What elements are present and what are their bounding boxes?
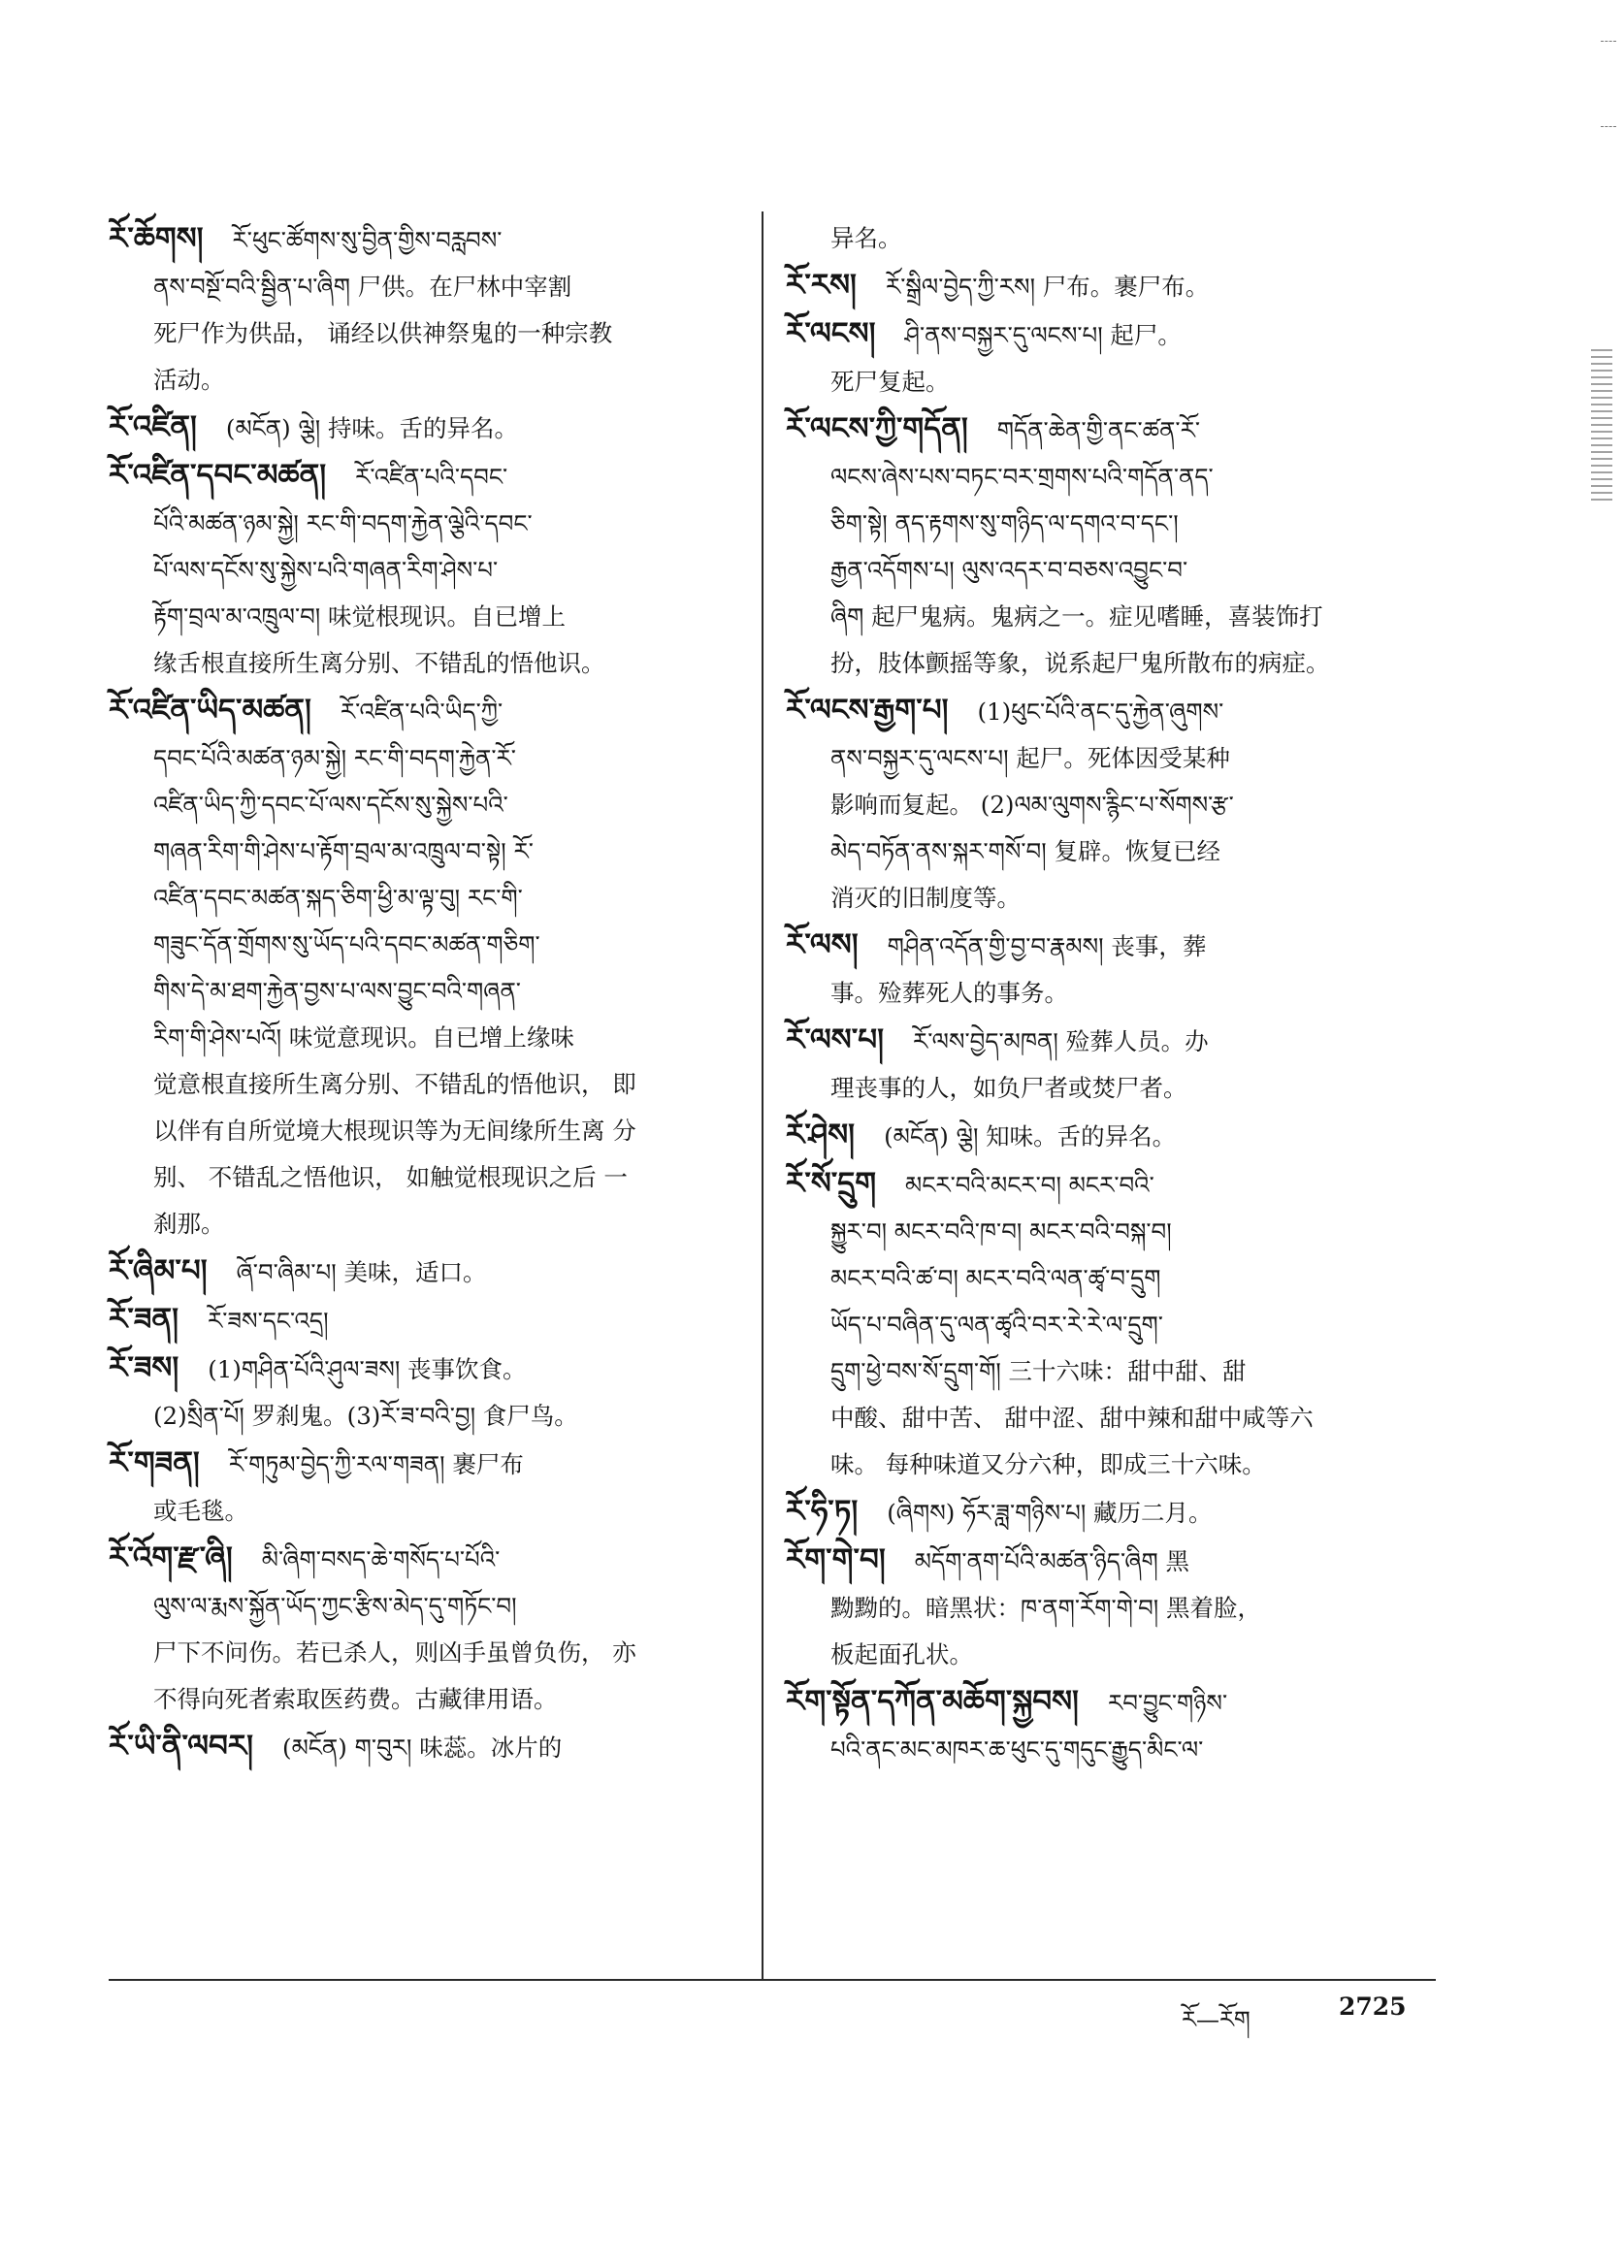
entry-headword: རོ་ཤེས། [786, 1118, 856, 1152]
entry-headword: རོ་འཛིན་ཡིད་མཚན། [109, 693, 311, 728]
entry-headword: རོ་ཞིམ་པ། [109, 1253, 208, 1288]
entry-headword: རོ་སོ་དྲུག [786, 1166, 877, 1201]
entry-definition-line: རོ་འཛིན་པའི་ཡིད་ཀྱི་ [340, 697, 503, 726]
entry-headword: རོག་གེ་བ། [786, 1542, 886, 1577]
entry-definition-line: པའི་ནང་མང་མཁར་ཆ་ཕུང་དུ་གདུང་རྒྱུད་མིང་ལ་ [830, 1735, 1204, 1764]
entry-headword: རོ་ཧི་ཏ། [786, 1494, 859, 1529]
entry-definition-line: 尸下不问伤。若已杀人，则凶手虽曾负伤， 亦 [153, 1638, 636, 1667]
dictionary-entry [786, 215, 1436, 262]
dictionary-entry [109, 404, 730, 452]
entry-definition-line: རོ་ཟས་དང་འདྲ། [207, 1307, 329, 1335]
right-column [786, 215, 1436, 1773]
entry-definition-line: 事。殓葬死人的事务。 [830, 979, 1068, 1007]
entry-definition-line: གདོན་ཆེན་གྱི་ནང་ཚན་རོ་ [996, 416, 1200, 444]
entry-definition-line: དྲུག་ཕྱེ་བས་སོ་དྲུག་གོ། 三十六味：甜中甜、甜 [830, 1357, 1247, 1385]
dictionary-entry [786, 687, 1436, 922]
entry-definition-line: (ཞིགས) ཧོར་ཟླ་གཉིས་པ། 藏历二月。 [887, 1499, 1213, 1527]
dictionary-entry [786, 1112, 1436, 1160]
entry-headword: རོ་ལས། [786, 927, 859, 962]
entry-headword: རོ་ཆོགས། [109, 221, 204, 256]
dictionary-entry [786, 1017, 1436, 1112]
margin-tick [1601, 41, 1616, 42]
margin-scan-marks [1591, 349, 1612, 504]
dictionary-entry [109, 1440, 730, 1535]
entry-definition-line: ཅིག་སྟེ། ནད་རྟགས་སུ་གཉིད་ལ་དགའ་བ་དང་། [830, 509, 1179, 537]
entry-definition-line: 消灭的旧制度等。 [830, 884, 1021, 912]
footer-rule [109, 1979, 1436, 1981]
dictionary-entry [786, 1488, 1436, 1537]
entry-definition-line: རོ་ལས་བྱེད་མཁན། 殓葬人员。办 [912, 1027, 1209, 1055]
entry-definition-line: གཟུང་དོན་གྲོགས་སུ་ཡོད་པའི་དབང་མཚན་གཅིག་ [153, 930, 540, 958]
entry-definition-line: རོ་གཏུམ་བྱེད་ཀྱི་ཪལ་གཟན། 裹尸布 [228, 1450, 524, 1478]
entry-definition-line: ཞོ་བ་ཞིམ་པ། 美味，适口。 [236, 1258, 487, 1286]
entry-headword: རོ་ཡི་ནི་ལབར། [109, 1729, 254, 1764]
entry-definition-line: 或毛毯。 [153, 1497, 248, 1525]
entry-definition-line: གིས་དེ་མ་ཐག་རྐྱེན་བྱས་པ་ལས་བྱུང་བའི་གཞན་ [153, 977, 521, 1005]
entry-headword: རོ་གཟན། [109, 1445, 200, 1480]
entry-definition-line: (མངོན) ག་བུར། 味蕊。冰片的 [282, 1733, 563, 1762]
dictionary-entry [786, 405, 1436, 687]
entry-headword: རོ་ལངས་ཀྱི་གདོན། [786, 411, 968, 446]
entry-headword: རོ་ལངས་རྒྱག་པ། [786, 693, 949, 728]
entry-headword: རོག་སྟོན་དཀོན་མཆོག་སྐྱབས། [786, 1684, 1079, 1719]
entry-definition-line: 不得向死者索取医药费。古藏律用语。 [153, 1685, 558, 1713]
entry-headword: རོ་ལངས། [786, 316, 876, 351]
dictionary-entry [109, 1345, 730, 1440]
entry-definition-line: ནས་བསྔོ་བའི་སྦྱིན་པ་ཞིག 尸供。在尸林中宰割 [153, 273, 572, 301]
entry-definition-line: 死尸作为供品， 诵经以供神祭鬼的一种宗教 [153, 319, 613, 347]
entry-definition-line: 理丧事的人，如负尸者或焚尸者。 [830, 1074, 1187, 1102]
entry-definition-line: རྒྱན་འདོགས་པ། ལུས་འདར་བ་བཅས་འབྱུང་བ་ [830, 556, 1188, 584]
entry-definition-line: རོ་འཛིན་པའི་དབང་ [355, 463, 508, 491]
page-number: 2725 [1339, 1993, 1407, 2021]
entry-definition-line: འཛིན་དབང་མཚན་སྐད་ཅིག་ཕྱི་མ་ལྟ་བུ། རང་གི་ [153, 884, 523, 912]
entry-definition-line: 影响而复起。 (2)ལམ་ལུགས་རྙིང་པ་སོགས་རྩ་ [830, 791, 1234, 819]
dictionary-entry [109, 1535, 730, 1723]
dictionary-entry [109, 1296, 730, 1345]
entry-definition-line: ཞིག 起尸鬼病。鬼病之一。症见嗜睡，喜装饰打 [830, 602, 1323, 631]
entry-definition-line: ཡོད་པ་བཞིན་དུ་ལན་ཚྭའི་བར་རེ་རེ་ལ་དྲུག་ [830, 1311, 1163, 1339]
column-divider [762, 211, 763, 1979]
entry-headword: རོ་འཛིན་དབང་མཚན། [109, 458, 327, 493]
margin-tick [1601, 126, 1616, 127]
dictionary-entry [786, 262, 1436, 310]
dictionary-entry [109, 687, 730, 1247]
dictionary-entry [786, 1678, 1436, 1773]
entry-headword: རོ་འོག་རྫ་ཞི། [109, 1540, 233, 1575]
entry-definition-line: འཛིན་ཡིད་ཀྱི་དབང་པོ་ལས་དངོས་སུ་སྐྱེས་པའི་ [153, 791, 508, 819]
entry-definition-line: 别、 不错乱之悟他识， 如触觉根现识之后 一 [153, 1163, 628, 1191]
entry-definition-line: 觉意根直接所生离分别、不错乱的悟他识， 即 [153, 1070, 636, 1098]
dictionary-entry [786, 310, 1436, 405]
entry-definition-line: རིག་གི་ཤེས་པའོ། 味觉意现识。自已增上缘味 [153, 1023, 574, 1052]
entry-headword: རོ་ཟས། [109, 1350, 179, 1385]
entry-definition-line: རོ་སྒྲིལ་བྱེད་ཀྱི་རས། 尸布。裹尸布。 [885, 273, 1210, 301]
entry-definition-line: 异名。 [830, 224, 902, 252]
entry-definition-line: གཞན་རིག་གི་ཤེས་པ་རྟོག་བྲལ་མ་འཁྲུལ་བ་སྟེ། རོ་ [153, 837, 534, 865]
dictionary-entry [786, 1160, 1436, 1488]
entry-definition-line: མདོག་ནག་པོའི་མཚན་ཉིད་ཞིག 黑 [914, 1547, 1190, 1575]
dictionary-entry [109, 1247, 730, 1296]
dictionary-entry [786, 1537, 1436, 1678]
entry-definition-line: ཤི་ནས་བསྐྱར་དུ་ལངས་པ། 起尸。 [904, 321, 1182, 349]
entry-definition-line: 缘舌根直接所生离分别、不错乱的悟他识。 [153, 649, 605, 677]
entry-definition-line: མངར་བའི་མངར་བ། མངར་བའི་ [905, 1171, 1154, 1199]
entry-definition-line: མེད་བཏོན་ནས་སྐར་གསོ་བ། 复辟。恢复已经 [830, 837, 1220, 865]
entry-definition-line: ལུས་ལ་རྨས་སྐྱོན་ཡོད་ཀྱང་རྩིས་མེད་དུ་གཏོང་བ། [153, 1592, 517, 1620]
dictionary-entry [786, 922, 1436, 1017]
footer-headword-range: རོ—རོག [1182, 2006, 1250, 2033]
entry-definition-line: 中酸、甜中苦、 甜中涩、甜中辣和甜中咸等六 [830, 1404, 1314, 1432]
entry-definition-line: སྐྱུར་བ། མངར་བའི་ཁ་བ། མངར་བའི་བསྐ་བ། [830, 1217, 1172, 1246]
entry-definition-line: ལངས་ཞེས་པས་བཏང་བར་གྲགས་པའི་གདོན་ནད་ [830, 463, 1214, 491]
entry-definition-line: 刹那。 [153, 1210, 225, 1238]
entry-headword: རོ་ལས་པ། [786, 1022, 884, 1057]
entry-definition-line: (1)གཤིན་པོའི་ཤུལ་ཟས། 丧事饮食。 [208, 1355, 527, 1383]
entry-headword: རོ་ཟན། [109, 1302, 179, 1337]
entry-definition-line: 死尸复起。 [830, 368, 950, 396]
left-column [109, 215, 730, 1771]
entry-definition-line: རོ་ཕུང་ཚོགས་སུ་བྱིན་གྱིས་བརླབས་ [232, 226, 503, 254]
entry-definition-line: (2)སྲིན་པོ། 罗刹鬼。(3)རོ་ཟ་བའི་བྱ། 食尸鸟。 [153, 1402, 578, 1430]
entry-definition-line: རྟོག་བྲལ་མ་འཁྲུལ་བ། 味觉根现识。自已增上 [153, 602, 567, 631]
entry-definition-line: པོ་ལས་དངོས་སུ་སྐྱེས་པའི་གཞན་རིག་ཤེས་པ་ [153, 556, 499, 584]
entry-definition-line: 黝黝的。暗黑状：ཁ་ནག་རོག་གེ་བ། 黑着脸， [830, 1594, 1262, 1622]
dictionary-entry [109, 1723, 730, 1771]
entry-definition-line: དབང་པོའི་མཚན་ཉམ་སྐྱེ། རང་གི་བདག་རྐྱེན་རོ་ [153, 744, 516, 772]
entry-definition-line: 板起面孔状。 [830, 1640, 973, 1669]
entry-headword: རོ་འཛིན། [109, 409, 197, 444]
entry-definition-line: (མངོན) ལྕེ། 持味。舌的异名。 [225, 414, 519, 442]
entry-definition-line: མི་ཞིག་བསད་ཆེ་གསོད་པ་པོའི་ [261, 1545, 501, 1573]
entry-definition-line: 扮，肢体颤摇等象，说系起尸鬼所散布的病症。 [830, 649, 1330, 677]
entry-definition-line: མངར་བའི་ཚ་བ། མངར་བའི་ལན་ཚྭ་བ་དྲུག [830, 1264, 1161, 1292]
entry-definition-line: པོའི་མཚན་ཉམ་སྐྱེ། རང་གི་བདག་རྐྱེན་ལྕེའི་དབང་ [153, 509, 533, 537]
entry-definition-line: 以伴有自所觉境大根现识等为无间缘所生离 分 [153, 1117, 636, 1145]
entry-definition-line: (མངོན) ལྕེ། 知味。舌的异名。 [884, 1122, 1177, 1150]
entry-definition-line: ནས་བསྐྱར་དུ་ལངས་པ། 起尸。死体因受某种 [830, 744, 1230, 772]
dictionary-entry [109, 215, 730, 404]
entry-definition-line: རབ་བྱུང་གཉིས་ [1107, 1689, 1228, 1717]
entry-definition-line: 味。 每种味道又分六种，即成三十六味。 [830, 1450, 1266, 1478]
entry-definition-line: གཤིན་འདོན་གྱི་བྱ་བ་རྣམས། 丧事，葬 [887, 932, 1207, 960]
entry-definition-line: 活动。 [153, 366, 225, 394]
entry-headword: རོ་རས། [786, 268, 857, 303]
dictionary-entry [109, 452, 730, 687]
entry-definition-line: (1)ཕུང་པོའི་ནང་དུ་རྐྱེན་ཞུགས་ [977, 697, 1224, 726]
